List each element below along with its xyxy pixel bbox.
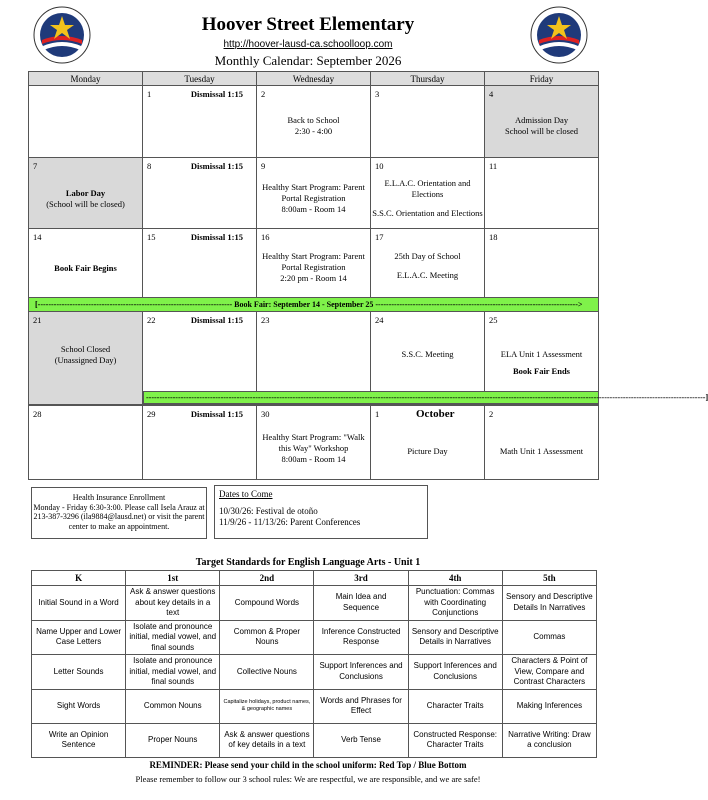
day-cell-closed: [29, 158, 143, 229]
event-text: Admission Day: [514, 115, 569, 125]
day-cell-closed: [29, 312, 143, 405]
event-text: 8:00am - Room 14: [281, 204, 346, 214]
standard-cell: Punctuation: Commas with Coordinating Conjunctions: [408, 586, 502, 621]
event-text: School Closed: [60, 344, 111, 354]
day-header: Friday: [485, 72, 599, 86]
day-cell: [485, 229, 599, 298]
day-number: 16: [261, 232, 270, 242]
bookfair-band-text: [------------------------------------------------------------------------- Book Fair: September 14 - September 25 ---------------------------------------------------------------------------->: [35, 300, 583, 309]
standard-cell: Character Traits: [408, 689, 502, 723]
day-cell: [485, 406, 599, 480]
school-url-link[interactable]: http://hoover-lausd-ca.schoolloop.com: [223, 39, 393, 50]
health-insurance-box: [31, 487, 207, 539]
day-number: 18: [489, 232, 498, 242]
dismissal-note: Dismissal 1:15: [190, 409, 243, 419]
event-title: Book Fair Begins: [54, 263, 117, 273]
day-number: 28: [33, 409, 42, 419]
standard-cell: Common & Proper Nouns: [220, 620, 314, 655]
event-text: (School will be closed): [46, 199, 125, 209]
uniform-reminder: REMINDER: Please send your child in the school uniform: Red Top / Blue Bottom: [149, 760, 467, 770]
standard-cell: Write an Opinion Sentence: [32, 723, 126, 757]
standard-cell: Main Idea and Sequence: [314, 586, 408, 621]
event-title: Book Fair Ends: [512, 366, 570, 376]
standard-cell: Making Inferences: [502, 689, 596, 723]
health-title: Health Insurance Enrollment: [72, 493, 166, 502]
day-number: 11: [489, 161, 498, 171]
standard-cell: Constructed Response: Character Traits: [408, 723, 502, 757]
day-cell: [257, 86, 371, 158]
grade-header: 5th: [502, 571, 596, 586]
day-cell: [257, 229, 371, 298]
event-text: E.L.A.C. Orientation and: [384, 178, 471, 188]
day-cell: [371, 406, 485, 480]
day-cell: [257, 158, 371, 229]
day-header: Thursday: [371, 72, 485, 86]
standard-cell: Words and Phrases for Effect: [314, 689, 408, 723]
day-cell: [143, 158, 257, 229]
event-text: 25th Day of School: [394, 251, 461, 261]
monthly-calendar: [28, 71, 708, 405]
day-number: 25: [489, 315, 498, 325]
dismissal-note: Dismissal 1:15: [190, 89, 243, 99]
day-cell: [29, 229, 143, 298]
day-cell: [29, 406, 143, 480]
month-label: October: [416, 408, 455, 420]
standards-title: Target Standards for English Language Arts - Unit 1: [195, 557, 421, 568]
school-rules: Please remember to follow our 3 school rules: We are respectful, we are responsible, and we are safe!: [135, 774, 481, 784]
grade-header: K: [32, 571, 126, 586]
standard-cell: Isolate and pronounce initial, medial vowel, and final sounds: [126, 655, 220, 690]
standard-cell: Sensory and Descriptive Details In Narratives: [502, 586, 596, 621]
day-number: 1: [147, 89, 152, 99]
event-text: this Way" Workshop: [278, 443, 349, 453]
bookfair-band: [29, 298, 599, 312]
event-text: E.L.A.C. Meeting: [396, 270, 459, 280]
event-text: Elections: [411, 189, 444, 199]
standard-cell: Narrative Writing: Draw a conclusion: [502, 723, 596, 757]
grade-header: 3rd: [314, 571, 408, 586]
dates-to-come-box: [214, 485, 428, 539]
standard-cell: Common Nouns: [126, 689, 220, 723]
table-row: [32, 689, 597, 723]
day-number: 21: [33, 315, 42, 325]
event-title: Labor Day: [65, 188, 106, 198]
standards-header-row: [32, 571, 597, 586]
standard-cell: Initial Sound in a Word: [32, 586, 126, 621]
day-number: 23: [261, 315, 270, 325]
day-number: 29: [147, 409, 156, 419]
event-text: 2:20 pm - Room 14: [280, 273, 347, 283]
bookfair-band-row: [29, 298, 599, 312]
week-row: [29, 406, 599, 480]
table-row: [32, 723, 597, 757]
event-text: ELA Unit 1 Assessment: [500, 349, 583, 359]
day-cell: [143, 86, 257, 158]
standard-cell: Ask & answer questions about key details in a text: [126, 586, 220, 621]
day-number: 8: [147, 161, 152, 171]
event-text: 8:00am - Room 14: [281, 454, 346, 464]
event-text: 2:30 - 4:00: [294, 126, 333, 136]
event-text: Healthy Start Program: Parent: [262, 251, 365, 261]
day-header: Tuesday: [143, 72, 257, 86]
event-text: Portal Registration: [281, 193, 346, 203]
dismissal-note: Dismissal 1:15: [190, 161, 243, 171]
table-row: [32, 655, 597, 690]
day-number: 17: [375, 232, 384, 242]
event-text: Healthy Start Program: Parent: [262, 182, 365, 192]
date-item: 11/9/26 - 11/13/26: Parent Conferences: [219, 517, 361, 527]
week-row: [29, 158, 599, 229]
standard-cell: Characters & Point of View, Compare and Contrast Characters: [502, 655, 596, 690]
day-cell: [257, 406, 371, 480]
day-cell-closed: [485, 86, 599, 158]
day-number: 3: [375, 89, 380, 99]
day-number: 22: [147, 315, 156, 325]
standard-cell: Verb Tense: [314, 723, 408, 757]
standard-cell: Capitalize holidays, product names, & geographic names: [220, 689, 314, 723]
day-number: 1: [375, 409, 380, 419]
day-number: 10: [375, 161, 384, 171]
day-number: 24: [375, 315, 384, 325]
day-number: 2: [261, 89, 266, 99]
standard-cell: Support Inferences and Conclusions: [314, 655, 408, 690]
date-item: 10/30/26: Festival de otoño: [219, 506, 318, 516]
day-number: 9: [261, 161, 266, 171]
dismissal-note: Dismissal 1:15: [190, 315, 243, 325]
event-text: (Unassigned Day): [54, 355, 117, 365]
calendar-subtitle: Monthly Calendar: September 2026: [214, 53, 402, 68]
health-body: Monday - Friday 6:30-3:00. Please call Isela Arauz at 213-387-3296 (ila9884@lausd.net) or visit the parent center to make an appointment.: [33, 502, 205, 531]
day-number: 7: [33, 161, 38, 171]
day-number: 15: [147, 232, 156, 242]
week-row: [29, 86, 599, 158]
grade-header: 2nd: [220, 571, 314, 586]
bookfair-band-end-text: ------------------------------------------------------------------------------------------------------------------------------------------------------------------------------------------------------------------]: [146, 393, 708, 402]
standards-table: [31, 570, 597, 758]
day-number: 4: [489, 89, 494, 99]
day-cell: [143, 406, 257, 480]
day-number: 30: [261, 409, 270, 419]
bookfair-band-end: [143, 391, 708, 404]
standard-cell: Collective Nouns: [220, 655, 314, 690]
event-text: School will be closed: [505, 126, 578, 136]
grade-header: 1st: [126, 571, 220, 586]
day-cell: [143, 229, 257, 298]
day-header: Wednesday: [257, 72, 371, 86]
week-row: [29, 229, 599, 298]
standard-cell: Ask & answer questions of key details in a text: [220, 723, 314, 757]
day-header: Monday: [29, 72, 143, 86]
calendar-header-row: [29, 72, 599, 86]
standard-cell: Compound Words: [220, 586, 314, 621]
dates-title: Dates to Come: [219, 489, 273, 499]
day-cell: [485, 158, 599, 229]
day-cell: [371, 229, 485, 298]
event-text: Healthy Start Program: "Walk: [262, 432, 365, 442]
standard-cell: Name Upper and Lower Case Letters: [32, 620, 126, 655]
event-text: Math Unit 1 Assessment: [499, 446, 584, 456]
table-row: [32, 620, 597, 655]
standard-cell: Inference Constructed Response: [314, 620, 408, 655]
dismissal-note: Dismissal 1:15: [190, 232, 243, 242]
event-text: Portal Registration: [281, 262, 346, 272]
grade-header: 4th: [408, 571, 502, 586]
table-row: [32, 586, 597, 621]
event-text: S.S.C. Meeting: [401, 349, 454, 359]
day-number: 14: [33, 232, 42, 242]
standard-cell: Isolate and pronounce initial, medial vowel, and final sounds: [126, 620, 220, 655]
event-text: S.S.C. Orientation and Elections: [372, 208, 483, 218]
standard-cell: Sight Words: [32, 689, 126, 723]
standard-cell: Letter Sounds: [32, 655, 126, 690]
standard-cell: Proper Nouns: [126, 723, 220, 757]
school-title: Hoover Street Elementary: [201, 14, 415, 35]
day-cell: [371, 86, 485, 158]
standard-cell: Commas: [502, 620, 596, 655]
day-cell: [371, 158, 485, 229]
event-text: Picture Day: [407, 446, 448, 456]
calendar-last-week: [28, 405, 599, 480]
standard-cell: Support Inferences and Conclusions: [408, 655, 502, 690]
event-text: Back to School: [287, 115, 340, 125]
day-number: 2: [489, 409, 494, 419]
standard-cell: Sensory and Descriptive Details in Narratives: [408, 620, 502, 655]
day-cell: [29, 86, 143, 158]
